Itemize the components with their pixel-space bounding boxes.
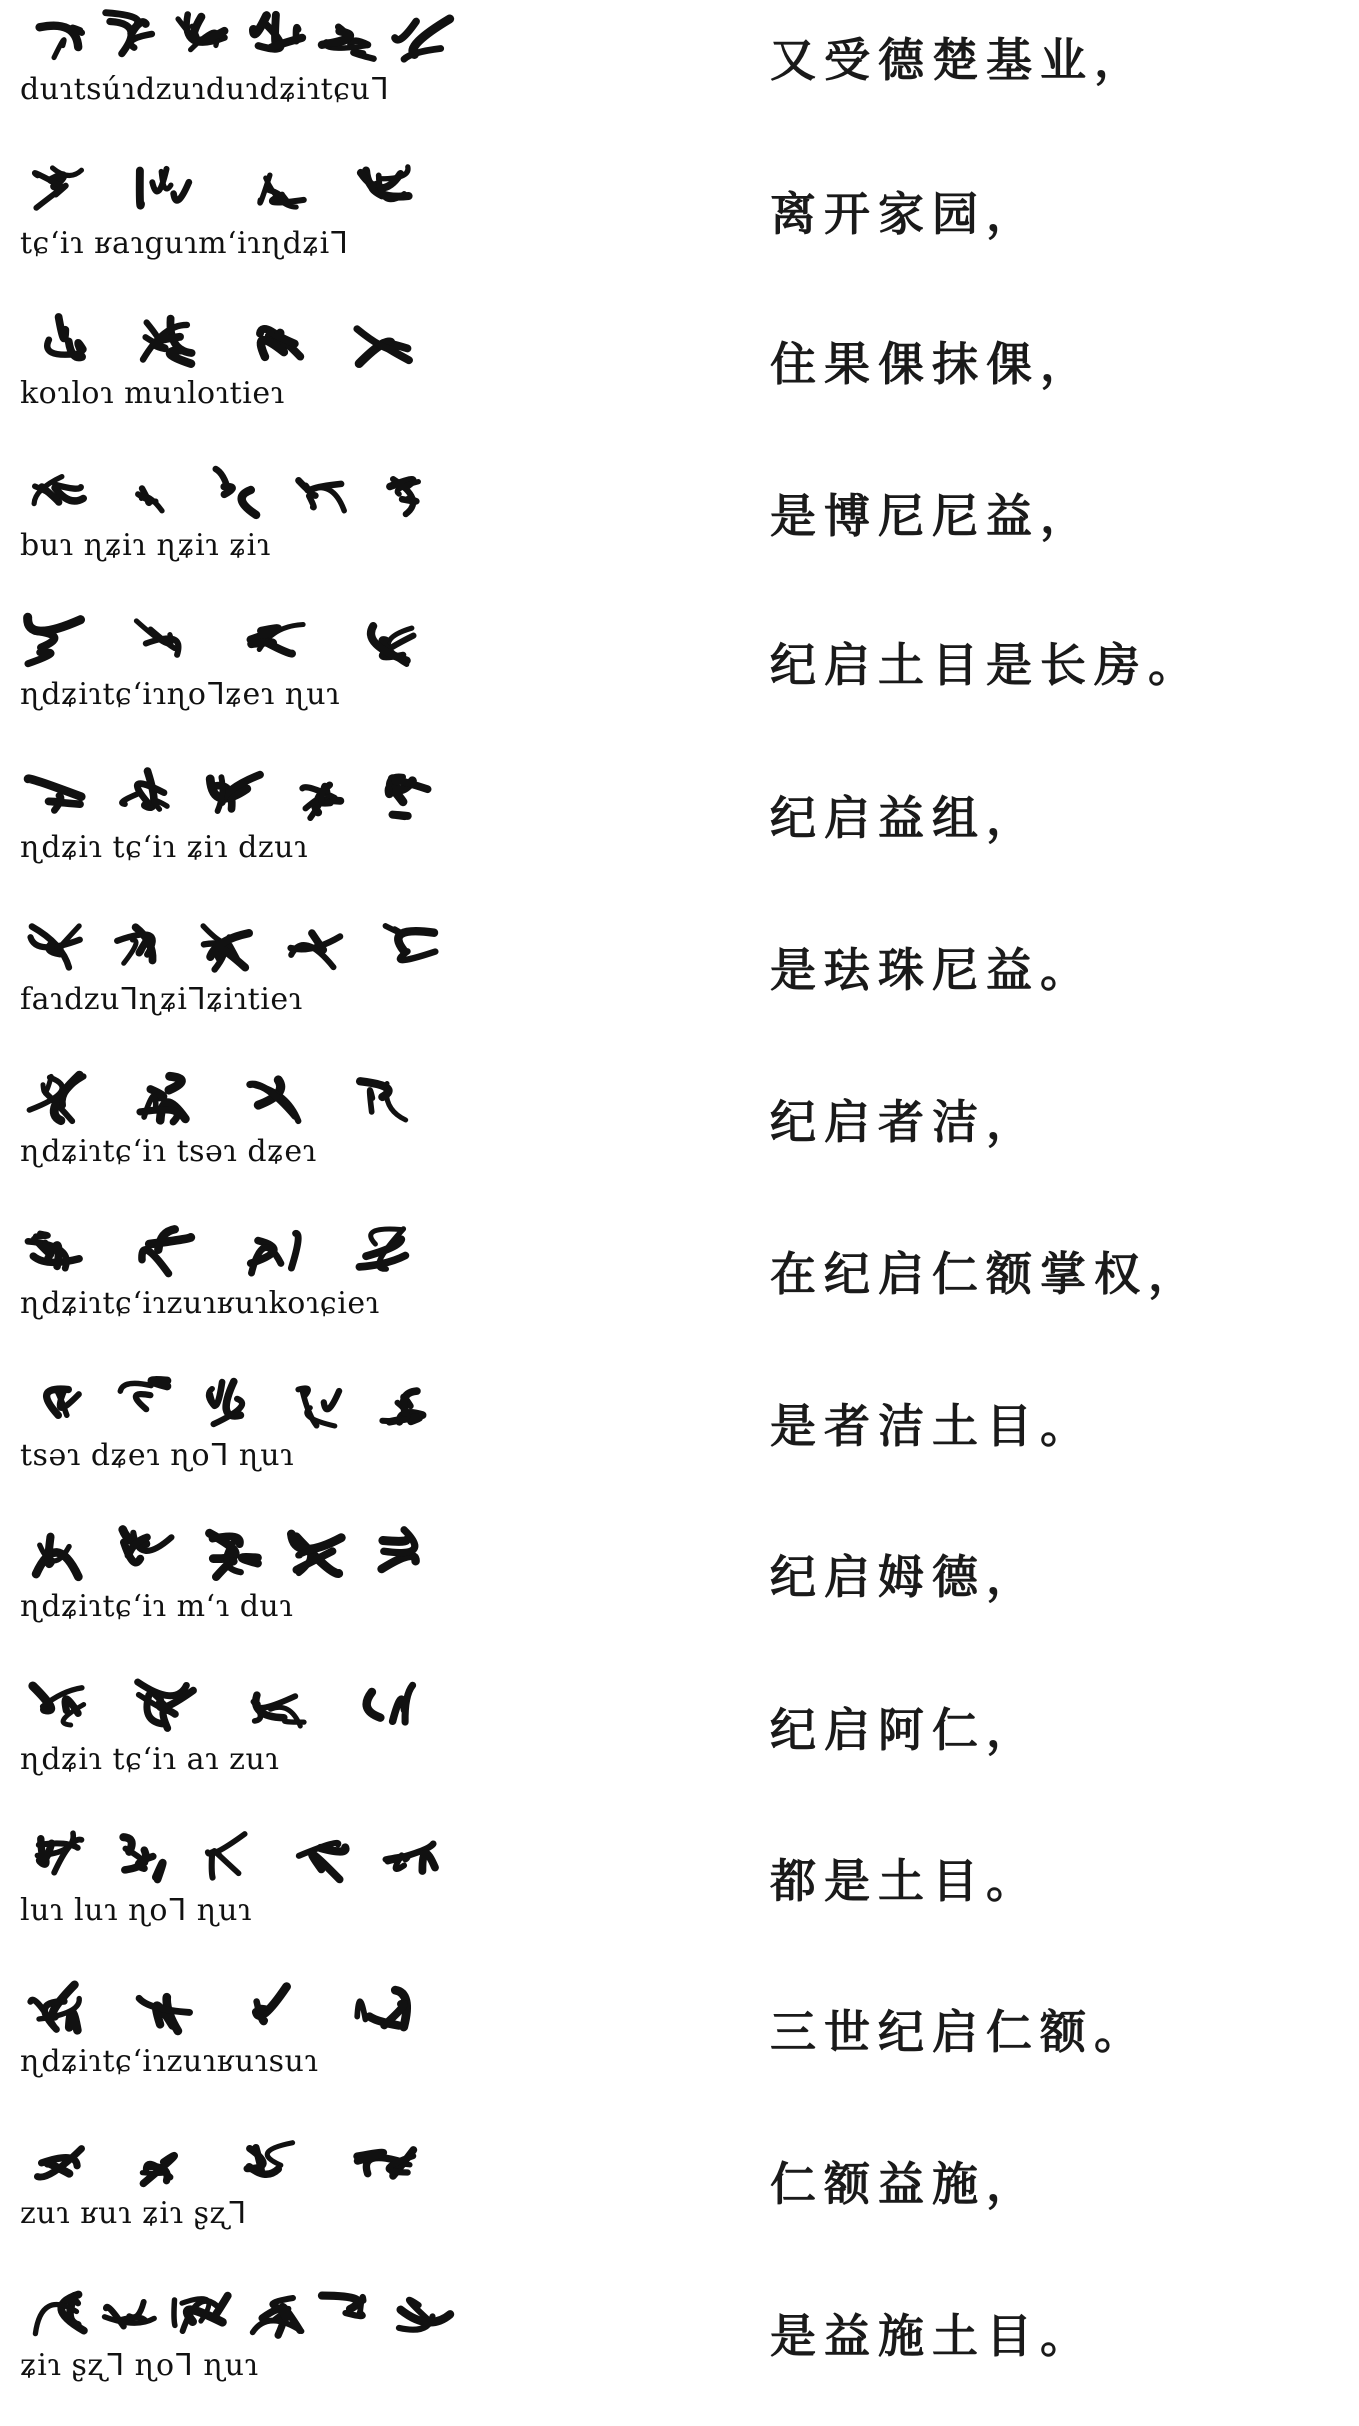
yi-glyph-image <box>350 1978 420 2042</box>
yi-glyphs <box>20 1218 460 1286</box>
romanization: zuɿ ʁuɿ ʑiɿ ʂʐᒣ <box>20 2196 247 2231</box>
yi-glyph-image <box>108 1372 178 1436</box>
chinese-translation: 是博尼尼益， <box>770 489 1094 543</box>
yi-glyph-image <box>20 160 90 224</box>
yi-glyph-image <box>20 764 90 828</box>
romanization: ɳdʑiɿ tɕʻiɿ aɿ zuɿ <box>20 1742 280 1777</box>
verse-row <box>0 1670 1359 1820</box>
yi-glyph-image <box>108 1827 178 1891</box>
yi-script-line <box>20 1972 460 2122</box>
romanization: ɳdʑiɿ tɕʻiɿ ʑiɿ dzuɿ <box>20 830 309 865</box>
verse-row <box>0 605 1359 755</box>
verse-row <box>0 1517 1359 1667</box>
yi-glyph-image <box>284 462 354 526</box>
yi-glyph-image <box>108 764 178 828</box>
yi-glyph-image <box>284 1523 354 1587</box>
yi-glyph-image <box>108 462 178 526</box>
yi-glyph-image <box>20 6 90 70</box>
yi-script-line <box>20 1214 460 1364</box>
yi-glyph-image <box>167 2282 237 2346</box>
verse-row <box>0 758 1359 908</box>
verse-row <box>0 910 1359 1060</box>
verse-row <box>0 304 1359 454</box>
yi-glyph-image <box>130 1676 200 1740</box>
yi-glyphs <box>20 914 460 982</box>
yi-glyph-image <box>350 1220 420 1284</box>
yi-glyphs <box>20 1825 460 1893</box>
romanization: ɳdʑiɿtɕʻiɿzuɿʁuɿsuɿ <box>20 2044 319 2079</box>
yi-glyph-image <box>372 1372 442 1436</box>
chinese-translation: 又受德楚基业， <box>770 33 1148 87</box>
yi-glyph-image <box>196 1372 266 1436</box>
chinese-translation: 住果倮抹倮， <box>770 337 1094 391</box>
yi-glyph-image <box>130 1220 200 1284</box>
yi-glyph-image <box>372 764 442 828</box>
yi-glyph-image <box>20 2130 90 2194</box>
yi-glyphs <box>20 1370 460 1438</box>
yi-glyph-image <box>20 1068 90 1132</box>
yi-glyph-image <box>350 1676 420 1740</box>
yi-glyph-image <box>313 6 383 70</box>
chinese-translation: 仁额益施， <box>770 2157 1040 2211</box>
yi-glyph-image <box>284 916 354 980</box>
yi-glyph-image <box>196 1523 266 1587</box>
yi-glyph-image <box>20 1676 90 1740</box>
yi-glyph-image <box>196 916 266 980</box>
yi-glyphs <box>20 308 460 376</box>
verse-row <box>0 0 1359 150</box>
romanization: ʑiɿ ʂʐᒣ ɳoᒣ ɳuɿ <box>20 2348 259 2383</box>
romanization: luɿ luɿ ɳoᒣ ɳuɿ <box>20 1893 252 1928</box>
yi-glyph-image <box>240 310 310 374</box>
yi-script-line <box>20 1517 460 1667</box>
yi-glyph-image <box>372 916 442 980</box>
yi-glyph-image <box>20 916 90 980</box>
yi-glyphs <box>20 1066 460 1134</box>
yi-glyph-image <box>372 1523 442 1587</box>
romanization: buɿ ɳʑiɿ ɳʑiɿ ʑiɿ <box>20 528 271 563</box>
yi-script-line <box>20 758 460 908</box>
yi-glyph-image <box>196 1827 266 1891</box>
yi-glyphs <box>20 762 460 830</box>
yi-glyph-image <box>196 462 266 526</box>
yi-script-line <box>20 154 460 304</box>
yi-glyph-image <box>93 6 163 70</box>
yi-glyphs <box>20 460 460 528</box>
chinese-translation: 三世纪启仁额。 <box>770 2005 1148 2059</box>
yi-glyph-image <box>350 611 420 675</box>
chinese-translation: 在纪启仁额掌权， <box>770 1247 1202 1301</box>
yi-glyph-image <box>20 1827 90 1891</box>
yi-glyph-image <box>284 764 354 828</box>
romanization: tsəɿ dʑeɿ ɳoᒣ ɳuɿ <box>20 1438 295 1473</box>
yi-script-line <box>20 1062 460 1212</box>
yi-glyph-image <box>313 2282 383 2346</box>
yi-glyph-image <box>20 1372 90 1436</box>
yi-glyphs <box>20 158 460 226</box>
romanization: faɿdzuᒣɳʑiᒣʑiɿtieɿ <box>20 982 303 1017</box>
romanization: ɳdʑiɿtɕʻiɿ mʻɿ duɿ <box>20 1589 294 1624</box>
yi-glyph-image <box>20 310 90 374</box>
yi-glyph-image <box>350 310 420 374</box>
yi-glyphs <box>20 609 460 677</box>
yi-glyph-image <box>130 2130 200 2194</box>
chinese-translation: 纪启益组， <box>770 791 1040 845</box>
yi-script-line <box>20 304 460 454</box>
yi-glyphs <box>20 1674 460 1742</box>
yi-glyph-image <box>20 1523 90 1587</box>
yi-script-line <box>20 910 460 1060</box>
romanization: ɳdʑiɿtɕʻiɿ tsəɿ dʑeɿ <box>20 1134 317 1169</box>
romanization: tɕʻiɿ ʁaɿguɿmʻiɿɳdʑiᒣ <box>20 226 349 261</box>
yi-script-line <box>20 1366 460 1516</box>
verse-row <box>0 456 1359 606</box>
yi-glyph-image <box>240 611 310 675</box>
chinese-translation: 是益施土目。 <box>770 2309 1094 2363</box>
yi-script-line <box>20 2276 460 2426</box>
yi-glyph-image <box>387 6 457 70</box>
yi-glyph-image <box>240 1676 310 1740</box>
yi-script-line <box>20 1670 460 1820</box>
verse-row <box>0 1366 1359 1516</box>
verse-row <box>0 1821 1359 1971</box>
yi-glyphs <box>20 2280 460 2348</box>
chinese-translation: 离开家园， <box>770 187 1040 241</box>
chinese-translation: 纪启土目是长房。 <box>770 638 1202 692</box>
yi-glyph-image <box>350 1068 420 1132</box>
yi-glyph-image <box>240 1220 310 1284</box>
verse-row <box>0 154 1359 304</box>
yi-script-line <box>20 456 460 606</box>
yi-glyph-image <box>350 160 420 224</box>
romanization: ɳdʑiɿtɕʻiɿɳoᒣʑeɿ ɳuɿ <box>20 677 341 712</box>
yi-glyph-image <box>240 2130 310 2194</box>
chinese-translation: 是者洁土目。 <box>770 1399 1094 1453</box>
yi-glyph-image <box>372 462 442 526</box>
yi-glyph-image <box>93 2282 163 2346</box>
yi-glyphs <box>20 1521 460 1589</box>
yi-glyph-image <box>20 2282 90 2346</box>
yi-glyph-image <box>20 1220 90 1284</box>
yi-glyph-image <box>240 160 310 224</box>
yi-glyph-image <box>108 916 178 980</box>
yi-glyph-image <box>108 1523 178 1587</box>
yi-script-line <box>20 0 460 150</box>
yi-glyph-image <box>240 1068 310 1132</box>
yi-glyph-image <box>20 1978 90 2042</box>
yi-glyph-image <box>284 1372 354 1436</box>
romanization: koɿloɿ muɿloɿtieɿ <box>20 376 285 411</box>
verse-row <box>0 2276 1359 2426</box>
yi-glyph-image <box>372 1827 442 1891</box>
verse-row <box>0 2124 1359 2274</box>
verse-row <box>0 1972 1359 2122</box>
verse-row <box>0 1062 1359 1212</box>
romanization: duɿtsúɿdzuɿduɿdʑiɿtɕuᒣ <box>20 72 390 107</box>
yi-script-line <box>20 1821 460 1971</box>
yi-glyph-image <box>350 2130 420 2194</box>
chinese-translation: 纪启者洁， <box>770 1095 1040 1149</box>
yi-glyph-image <box>240 2282 310 2346</box>
chinese-translation: 纪启阿仁， <box>770 1703 1040 1757</box>
yi-glyph-image <box>240 1978 310 2042</box>
chinese-translation: 是珐珠尼益。 <box>770 943 1094 997</box>
yi-glyph-image <box>130 310 200 374</box>
chinese-translation: 都是土目。 <box>770 1854 1040 1908</box>
yi-glyphs <box>20 1976 460 2044</box>
yi-glyph-image <box>130 1978 200 2042</box>
yi-script-line <box>20 2124 460 2274</box>
chinese-translation: 纪启姆德， <box>770 1550 1040 1604</box>
romanization: ɳdʑiɿtɕʻiɿzuɿʁuɿkoɿɕieɿ <box>20 1286 380 1321</box>
yi-glyph-image <box>387 2282 457 2346</box>
yi-glyph-image <box>196 764 266 828</box>
yi-glyphs <box>20 2128 460 2196</box>
yi-glyph-image <box>130 1068 200 1132</box>
verse-row <box>0 1214 1359 1364</box>
yi-glyph-image <box>167 6 237 70</box>
yi-glyphs <box>20 4 460 72</box>
yi-glyph-image <box>240 6 310 70</box>
yi-glyph-image <box>130 160 200 224</box>
yi-glyph-image <box>20 462 90 526</box>
yi-script-line <box>20 605 460 755</box>
yi-glyph-image <box>20 611 90 675</box>
yi-glyph-image <box>130 611 200 675</box>
yi-glyph-image <box>284 1827 354 1891</box>
